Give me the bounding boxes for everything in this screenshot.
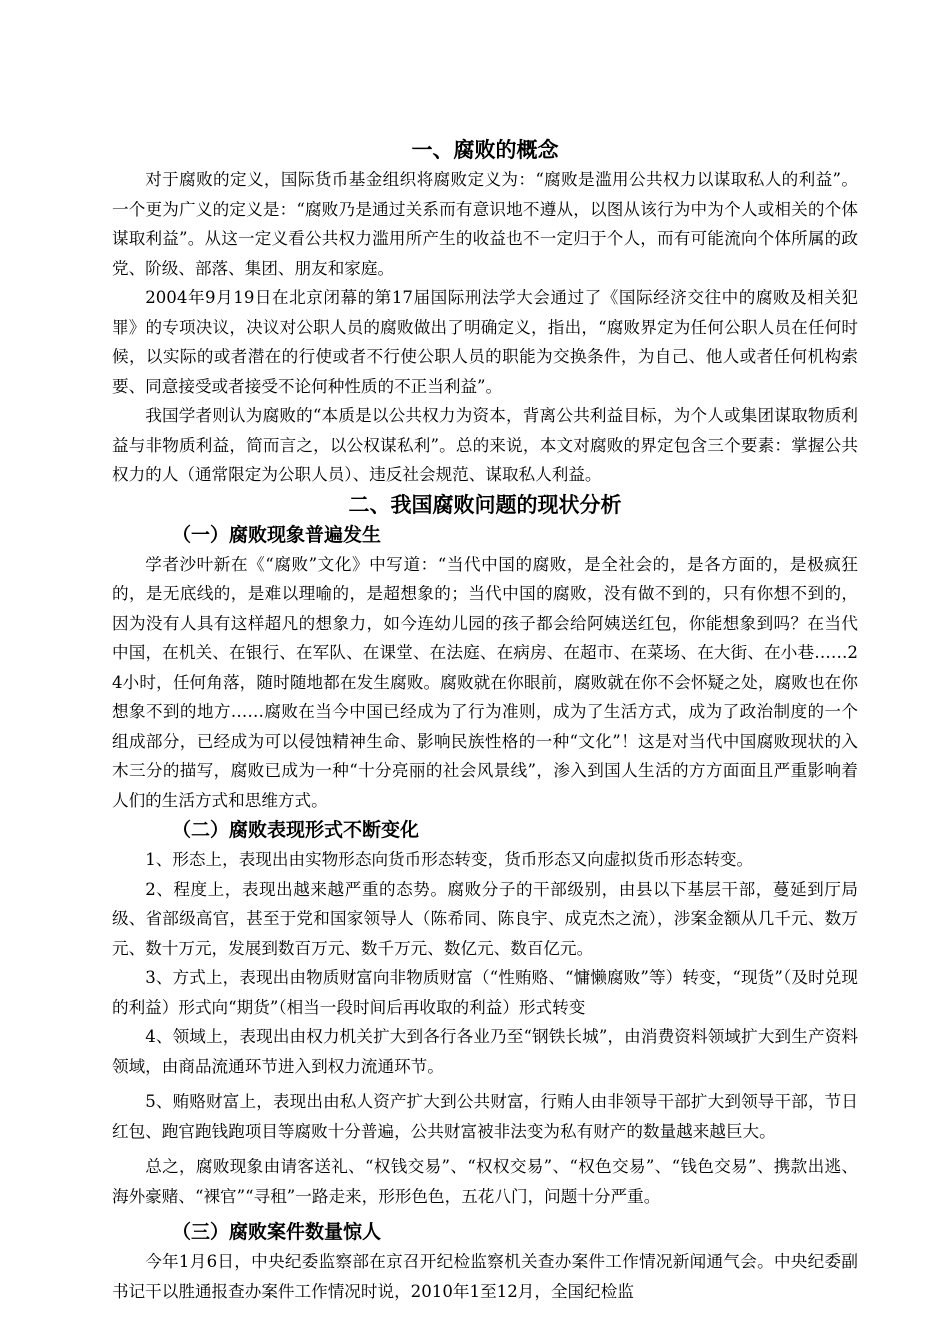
subsection2-paragraph: 总之，腐败现象由请客送礼、“权钱交易”、“权权交易”、“权色交易”、“钱色交易”、携款出逃、海外豪赌、“裸官”“寻租”一路走来，形形色色，五花八门，问题十分严重。 xyxy=(112,1157,858,1206)
subsection1-title: （一）腐败现象普遍发生 xyxy=(172,523,382,546)
section2-title: 二、我国腐败问题的现状分析 xyxy=(348,492,622,517)
subsection2-paragraph: 2、程度上，表现出越来越严重的态势。腐败分子的干部级别，由县以下基层干部，蔓延到厅局级、省部级高官，甚至于党和国家领导人（陈希同、陈良宇、成克杰之流），涉案金额从几千元、数万元、数十万元，发展到数百万元、数千万元、数亿元、数百亿元。 xyxy=(112,879,858,958)
subsection2-paragraph: 1、形态上，表现出由实物形态向货币形态转变，货币形态又向虚拟货币形态转变。 xyxy=(145,850,754,869)
subsection2-title: （二）腐败表现形式不断变化 xyxy=(172,819,420,841)
section1-paragraph: 我国学者则认为腐败的“本质是以公共权力为资本，背离公共利益目标，为个人或集团谋取物质利益与非物质利益，简而言之，以公权谋私利”。总的来说，本文对腐败的界定包含三个要素：掌握公共权力的人（通常限定为公职人员）、违反社会规范、谋取私人利益。 xyxy=(112,406,858,484)
section1-paragraph: 对于腐败的定义，国际货币基金组织将腐败定义为：“腐败是滥用公共权力以谋取私人的利益”。一个更为广义的定义是：“腐败乃是通过关系而有意识地不遵从，以图从该行为中为个人或相关的个体谋取利益”。从这一定义看公共权力滥用所产生的收益也不一定归于个人，而有可能流向个体所属的政党、阶级、部落、集团、朋友和家庭。 xyxy=(112,170,858,278)
subsection3-title: （三）腐败案件数量惊人 xyxy=(172,1221,382,1243)
subsection2-paragraph: 3、方式上，表现出由物质财富向非物质财富（“性贿赂、“慵懒腐败”等）转变，“现货”（及时兑现的利益）形式向“期货”（相当一段时间后再收取的利益）形式转变 xyxy=(112,968,858,1017)
subsection2-paragraph: 5、贿赂财富上，表现出由私人资产扩大到公共财富，行贿人由非领导干部扩大到领导干部，节日红包、跑官跑钱跑项目等腐败十分普遍，公共财富被非法变为私有财产的数量越来越巨大。 xyxy=(112,1092,858,1141)
subsection1-paragraph: 学者沙叶新在《“腐败”文化》中写道：“当代中国的腐败，是全社会的，是各方面的，是极疯狂的，是无底线的，是难以理喻的，是超想象的；当代中国的腐败，没有做不到的，只有你想不到的，因为没有人具有这样超凡的想象力，如今连幼儿园的孩子都会给阿姨送红包，你能想象到吗？在当代中国，在机关、在银行、在军队、在课堂、在法庭、在病房、在超市、在菜场、在大街、在小巷……24小时，任何角落，随时随地都在发生腐败。腐败就在你眼前，腐败就在你不会怀疑之处，腐败也在你想象不到的地方……腐败在当今中国已经成为了行为准则，成为了生活方式，成为了政治制度的一个组成部分，已经成为可以侵蚀精神生命、影响民族性格的一种“文化”！这是对当代中国腐败现状的入木三分的描写，腐败已成为一种“十分亮丽的社会风景线”，渗入到国人生活的方方面面且严重影响着人们的生活方式和思维方式。 xyxy=(112,554,858,810)
subsection2-paragraph: 4、领域上，表现出由权力机关扩大到各行各业乃至“钢铁长城”，由消费资料领域扩大到生产资料领域，由商品流通环节进入到权力流通环节。 xyxy=(112,1027,858,1076)
section1-paragraph: 2004年9月19日在北京闭幕的第17届国际刑法学大会通过了《国际经济交往中的腐败及相关犯罪》的专项决议，决议对公职人员的腐败做出了明确定义，指出，“腐败界定为任何公职人员在任何时候，以实际的或者潜在的行使或者不行使公职人员的职能为交换条件，为自己、他人或者任何机构索要、同意接受或者接受不论何种性质的不正当利益”。 xyxy=(112,288,858,396)
subsection3-paragraph: 今年1月6日，中央纪委监察部在京召开纪检监察机关查办案件工作情况新闻通气会。中央纪委副书记干以胜通报查办案件工作情况时说，2010年1至12月，全国纪检监 xyxy=(112,1252,858,1301)
section1-title: 一、腐败的概念 xyxy=(411,138,559,162)
